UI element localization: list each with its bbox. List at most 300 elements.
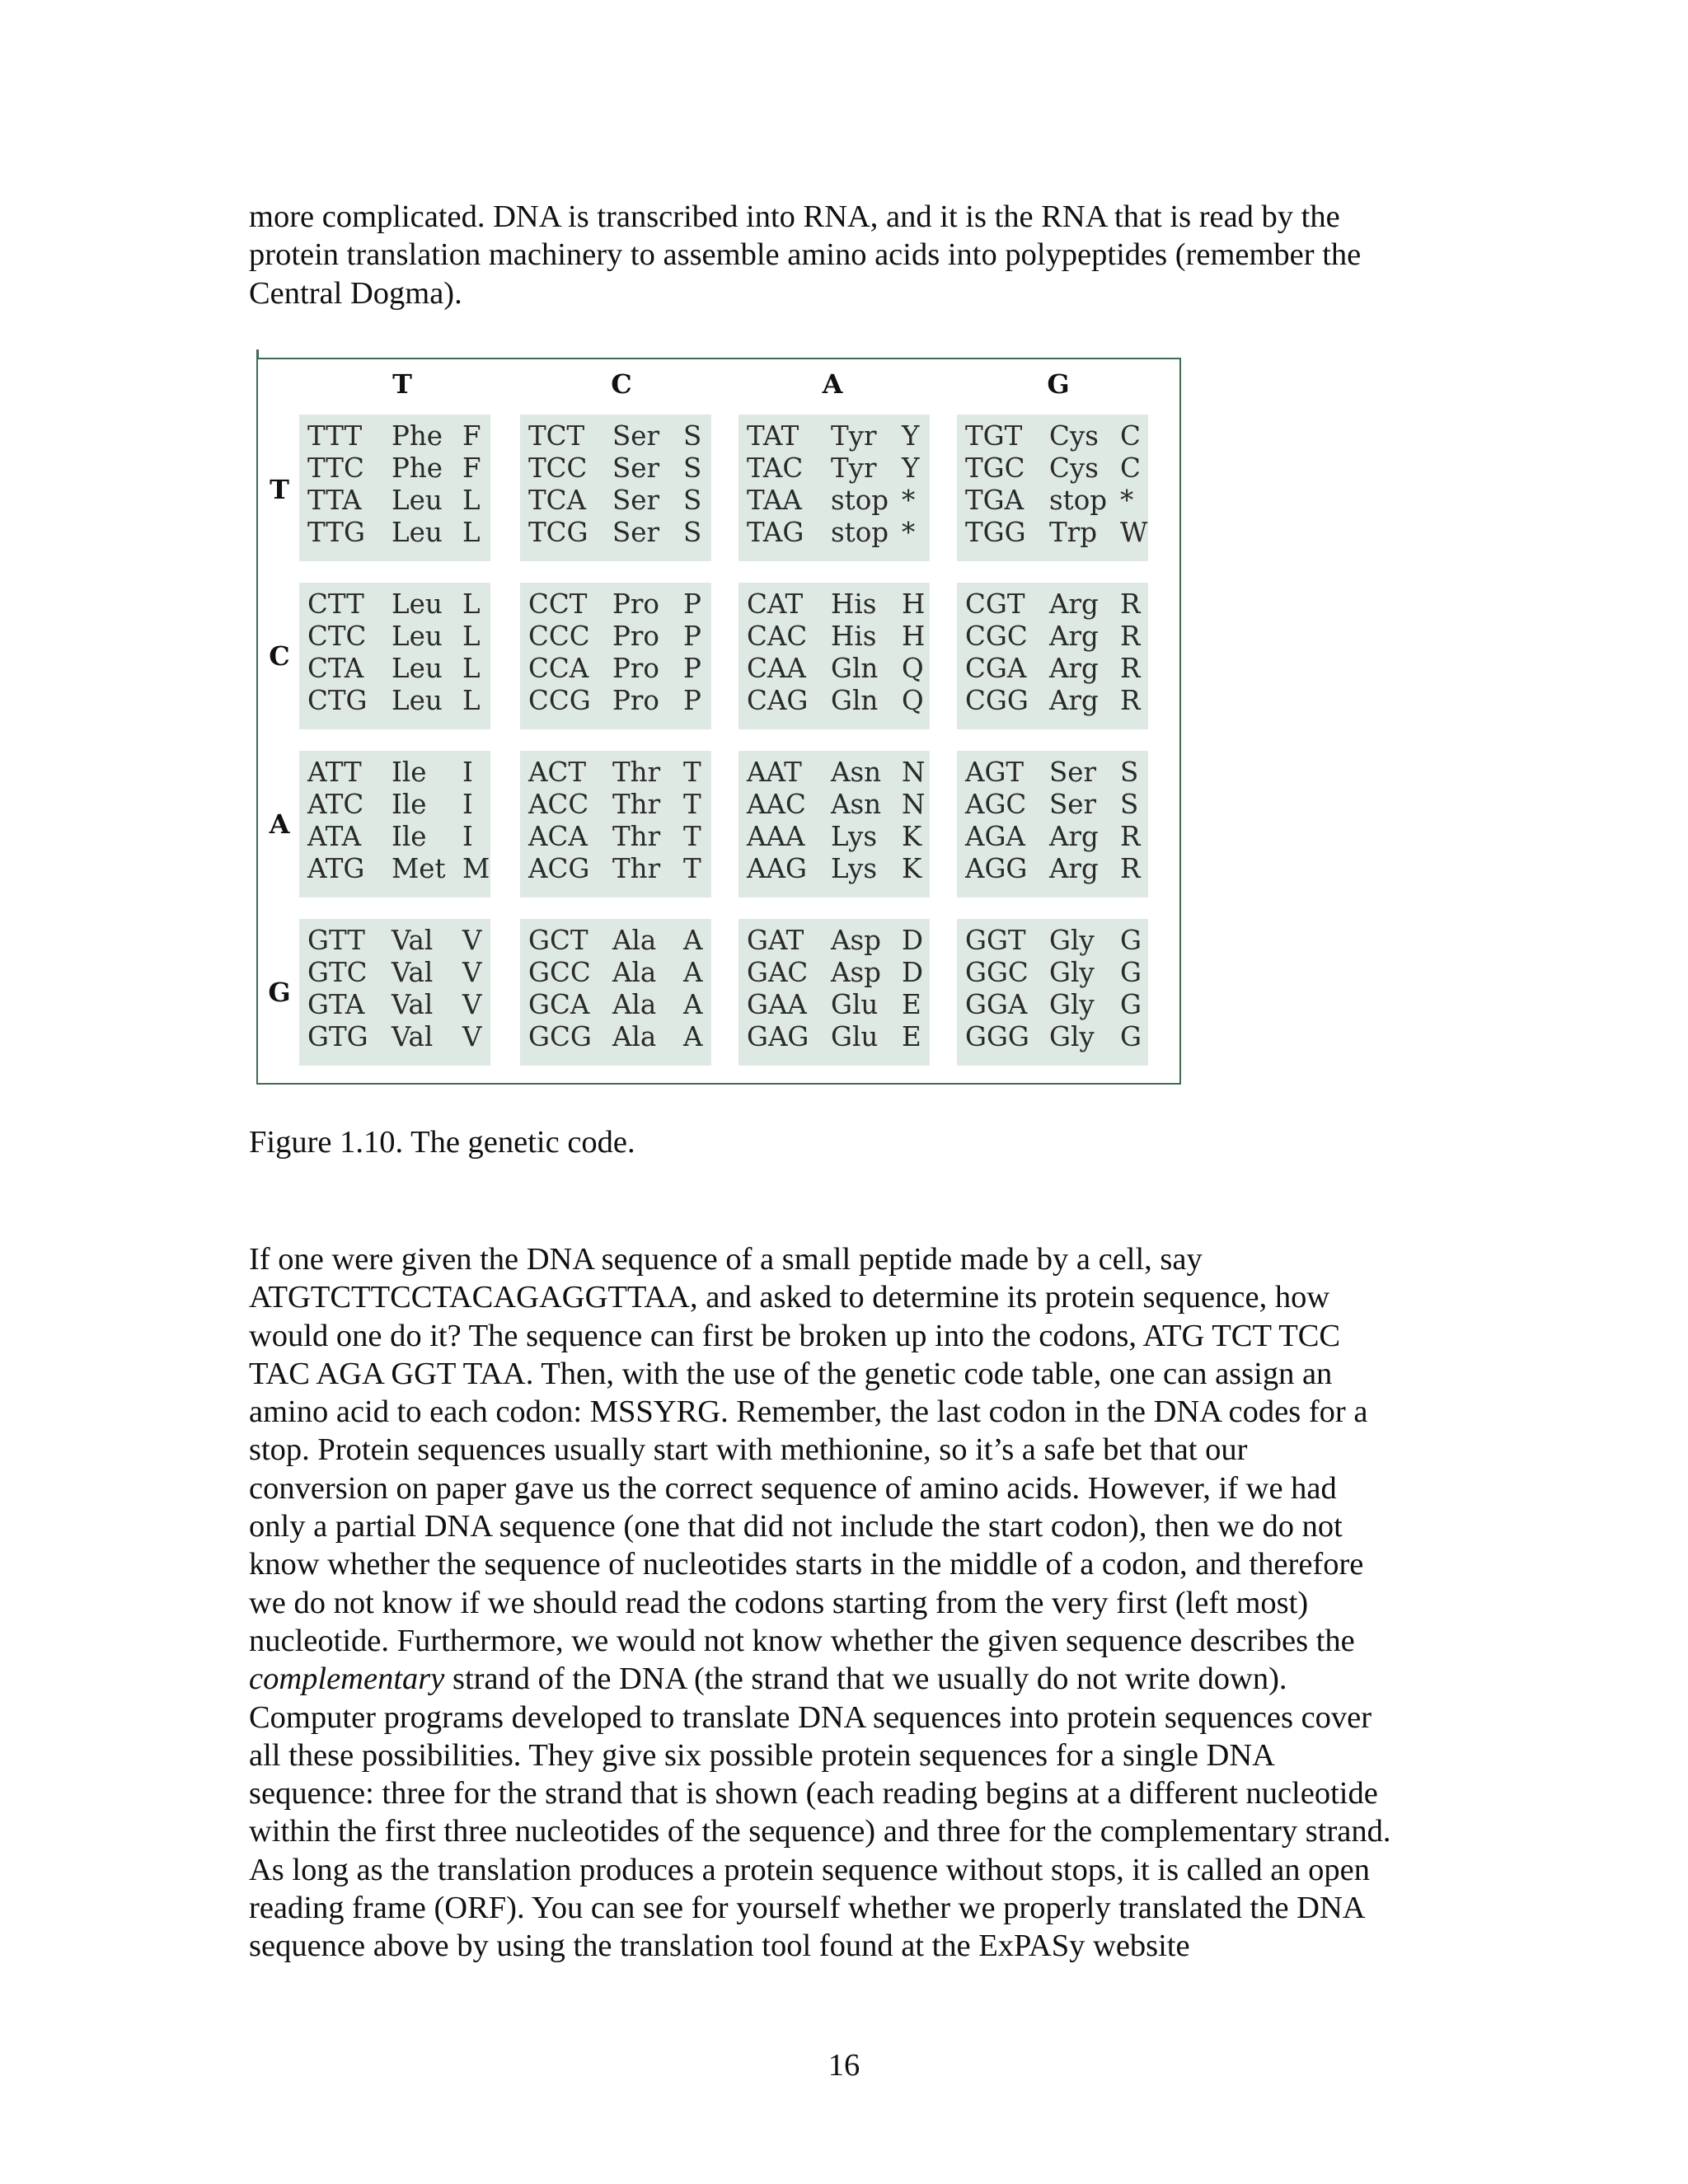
codon: CGC — [965, 621, 1028, 652]
codon: AAT — [747, 757, 802, 788]
amino-acid-three-letter: Leu — [392, 517, 443, 548]
amino-acid-three-letter: Gly — [1049, 989, 1095, 1020]
amino-acid-three-letter: Leu — [392, 685, 443, 716]
text-line: If one were given the DNA sequence of a small peptide made by a cell, say — [249, 1242, 1203, 1277]
codon-entry — [738, 420, 930, 452]
text-line: all these possibilities. They give six possible protein sequences for a single DNA — [249, 1737, 1275, 1773]
caption-text: Figure 1.10. The genetic code. — [249, 1125, 635, 1160]
codon-entry — [738, 588, 930, 621]
amino-acid-one-letter: P — [683, 653, 701, 684]
column-header-c: C — [611, 368, 632, 400]
amino-acid-three-letter: Ser — [612, 485, 660, 516]
codon: CTA — [307, 653, 364, 684]
codon: GCC — [528, 957, 591, 988]
codon: TTA — [307, 485, 362, 516]
codon: GAG — [747, 1021, 809, 1052]
text-line: within the first three nucleotides of the sequence) and three for the complementary strand. — [249, 1814, 1391, 1849]
codon-entry — [738, 685, 930, 717]
amino-acid-three-letter: Gly — [1049, 957, 1095, 988]
amino-acid-three-letter: Cys — [1049, 420, 1099, 452]
amino-acid-one-letter: E — [902, 1021, 921, 1052]
codon: TAT — [747, 420, 799, 452]
codon: TTT — [307, 420, 363, 452]
amino-acid-one-letter: N — [902, 789, 926, 820]
column-header-t: T — [392, 368, 412, 400]
codon-entry — [299, 621, 490, 653]
amino-acid-three-letter: Pro — [612, 685, 659, 716]
amino-acid-one-letter: K — [902, 853, 922, 884]
codon-cell-tt — [299, 415, 490, 561]
codon: AAA — [747, 821, 805, 852]
codon: CTC — [307, 621, 367, 652]
amino-acid-one-letter: T — [683, 821, 701, 852]
codon: ATA — [307, 821, 362, 852]
amino-acid-one-letter: R — [1120, 685, 1141, 716]
amino-acid-three-letter: Asn — [831, 789, 882, 820]
codon-cell-tg — [957, 415, 1148, 561]
codon-entry — [520, 821, 711, 853]
codon: GCG — [528, 1021, 592, 1052]
codon-entry — [738, 957, 930, 989]
amino-acid-three-letter: Ile — [392, 821, 427, 852]
amino-acid-three-letter: Thr — [612, 757, 661, 788]
text-line: As long as the translation produces a protein sequence without stops, it is called an open — [249, 1852, 1371, 1887]
amino-acid-three-letter: Gly — [1049, 1021, 1095, 1052]
codon-entry — [957, 1021, 1148, 1053]
amino-acid-three-letter: Leu — [392, 485, 443, 516]
codon: CAA — [747, 653, 806, 684]
amino-acid-one-letter: Y — [902, 452, 920, 484]
amino-acid-three-letter: Ala — [612, 957, 657, 988]
amino-acid-one-letter: S — [683, 517, 702, 548]
text-line: TAC AGA GGT TAA. Then, with the use of the genetic code table, one can assign an — [249, 1356, 1333, 1391]
page-number: 16 — [828, 2048, 860, 2083]
amino-acid-three-letter: Pro — [612, 653, 659, 684]
codon-cell-gg — [957, 919, 1148, 1066]
amino-acid-three-letter: Asp — [831, 925, 881, 956]
amino-acid-one-letter: C — [1120, 420, 1141, 452]
amino-acid-one-letter: T — [683, 757, 701, 788]
codon: AAC — [747, 789, 806, 820]
codon-entry — [957, 853, 1148, 885]
codon: GTA — [307, 989, 365, 1020]
amino-acid-one-letter: N — [902, 757, 926, 788]
codon-entry — [520, 485, 711, 517]
amino-acid-three-letter: Ile — [392, 789, 427, 820]
codon-entry — [299, 1021, 490, 1053]
amino-acid-three-letter: Thr — [612, 853, 661, 884]
codon: ACG — [528, 853, 590, 884]
amino-acid-one-letter: Q — [902, 685, 924, 716]
amino-acid-three-letter: Arg — [1049, 653, 1099, 684]
body-paragraph — [249, 1240, 1452, 1966]
amino-acid-three-letter: Ser — [612, 420, 660, 452]
amino-acid-three-letter: Ser — [612, 452, 660, 484]
codon-entry — [520, 757, 711, 789]
text-line: stop. Protein sequences usually start with methionine, so it’s a safe bet that our — [249, 1432, 1248, 1468]
codon-entry — [738, 1021, 930, 1053]
amino-acid-three-letter: Gly — [1049, 925, 1095, 956]
amino-acid-three-letter: Val — [392, 989, 434, 1020]
codon: AAG — [747, 853, 807, 884]
codon: TCC — [528, 452, 588, 484]
codon: CAG — [747, 685, 809, 716]
codon: CGA — [965, 653, 1027, 684]
codon: GAA — [747, 989, 807, 1020]
codon-entry — [299, 757, 490, 789]
amino-acid-one-letter: H — [902, 621, 926, 652]
codon-cell-gt — [299, 919, 490, 1066]
text-line: nucleotide. Furthermore, we would not know whether the given sequence describes the — [249, 1623, 1355, 1658]
amino-acid-one-letter: * — [902, 517, 916, 548]
codon: CTG — [307, 685, 368, 716]
codon-entry — [738, 925, 930, 957]
amino-acid-one-letter: R — [1120, 653, 1141, 684]
codon: ACC — [528, 789, 589, 820]
amino-acid-one-letter: I — [462, 757, 473, 788]
amino-acid-one-letter: G — [1120, 989, 1142, 1020]
amino-acid-three-letter: Leu — [392, 588, 443, 620]
amino-acid-three-letter: Phe — [392, 452, 443, 484]
codon-entry — [738, 485, 930, 517]
codon: CGG — [965, 685, 1029, 716]
codon: AGA — [965, 821, 1025, 852]
codon: CCG — [528, 685, 591, 716]
amino-acid-three-letter: Thr — [612, 821, 661, 852]
codon-cell-aa — [738, 751, 930, 898]
column-header-g: G — [1047, 368, 1070, 400]
amino-acid-one-letter: P — [683, 621, 701, 652]
codon: CAC — [747, 621, 808, 652]
amino-acid-one-letter: L — [462, 485, 481, 516]
amino-acid-three-letter: Thr — [612, 789, 661, 820]
amino-acid-one-letter: R — [1120, 821, 1141, 852]
codon-cell-cc — [520, 583, 711, 729]
text-line: know whether the sequence of nucleotides starts in the middle of a codon, and therefore — [249, 1547, 1364, 1582]
amino-acid-one-letter: P — [683, 588, 701, 620]
amino-acid-one-letter: I — [462, 789, 473, 820]
row-header-a: A — [269, 808, 290, 840]
amino-acid-three-letter: Lys — [831, 853, 878, 884]
codon: TGT — [965, 420, 1023, 452]
codon: CGT — [965, 588, 1025, 620]
amino-acid-three-letter: Glu — [831, 1021, 879, 1052]
amino-acid-one-letter: I — [462, 821, 473, 852]
codon-entry — [738, 653, 930, 685]
amino-acid-three-letter: Cys — [1049, 452, 1099, 484]
codon-entry — [299, 925, 490, 957]
amino-acid-three-letter: stop — [831, 517, 889, 548]
amino-acid-three-letter: Arg — [1049, 853, 1099, 884]
amino-acid-three-letter: Pro — [612, 588, 659, 620]
codon-entry — [299, 821, 490, 853]
codon: TTC — [307, 452, 364, 484]
codon: ACT — [528, 757, 587, 788]
codon: TCA — [528, 485, 587, 516]
row-header-t: T — [270, 474, 289, 505]
codon: TGC — [965, 452, 1025, 484]
amino-acid-one-letter: S — [683, 452, 702, 484]
amino-acid-one-letter: G — [1120, 1021, 1142, 1052]
amino-acid-three-letter: Trp — [1049, 517, 1098, 548]
amino-acid-one-letter: T — [683, 853, 701, 884]
codon-cell-tc — [520, 415, 711, 561]
codon-entry — [738, 853, 930, 885]
codon-entry — [957, 957, 1148, 989]
codon: CCT — [528, 588, 588, 620]
codon-entry — [957, 685, 1148, 717]
amino-acid-one-letter: L — [462, 621, 481, 652]
text-line: protein translation machinery to assemble amino acids into polypeptides (remember the — [249, 237, 1362, 273]
codon-entry — [520, 621, 711, 653]
codon-entry — [299, 588, 490, 621]
codon: GCT — [528, 925, 588, 956]
codon-entry — [299, 653, 490, 685]
codon-entry — [520, 989, 711, 1021]
codon-entry — [738, 789, 930, 821]
codon: CTT — [307, 588, 364, 620]
codon: ATC — [307, 789, 364, 820]
codon-entry — [520, 685, 711, 717]
codon-entry — [957, 821, 1148, 853]
amino-acid-one-letter: C — [1120, 452, 1141, 484]
intro-paragraph — [249, 198, 1452, 312]
amino-acid-one-letter: S — [683, 485, 702, 516]
amino-acid-one-letter: * — [902, 485, 916, 516]
amino-acid-three-letter: Val — [392, 925, 434, 956]
amino-acid-three-letter: Ala — [612, 1021, 657, 1052]
codon: GAT — [747, 925, 804, 956]
amino-acid-one-letter: M — [462, 853, 490, 884]
codon-cell-ct — [299, 583, 490, 729]
codon-entry — [957, 653, 1148, 685]
amino-acid-one-letter: R — [1120, 588, 1141, 620]
amino-acid-one-letter: S — [1120, 757, 1139, 788]
amino-acid-three-letter: Leu — [392, 653, 443, 684]
codon-entry — [957, 588, 1148, 621]
amino-acid-one-letter: W — [1120, 517, 1148, 548]
codon-entry — [299, 989, 490, 1021]
codon: GTT — [307, 925, 365, 956]
amino-acid-one-letter: E — [902, 989, 921, 1020]
amino-acid-three-letter: Arg — [1049, 588, 1099, 620]
amino-acid-three-letter: His — [831, 621, 877, 652]
text-line: conversion on paper gave us the correct sequence of amino acids. However, if we had — [249, 1470, 1337, 1506]
codon: GAC — [747, 957, 809, 988]
codon-cell-gc — [520, 919, 711, 1066]
text-line: sequence above by using the translation tool found at the ExPASy website — [249, 1929, 1190, 1964]
text-line: sequence: three for the strand that is shown (each reading begins at a different nucleotide — [249, 1776, 1378, 1811]
codon-cell-ag — [957, 751, 1148, 898]
amino-acid-one-letter: D — [902, 957, 924, 988]
codon: TAG — [747, 517, 804, 548]
amino-acid-three-letter: Gln — [831, 685, 879, 716]
amino-acid-one-letter: Y — [902, 420, 920, 452]
codon-entry — [738, 517, 930, 549]
amino-acid-one-letter: * — [1120, 485, 1134, 516]
codon-entry — [299, 853, 490, 885]
codon: GTG — [307, 1021, 368, 1052]
amino-acid-three-letter: Arg — [1049, 621, 1099, 652]
codon-entry — [520, 653, 711, 685]
amino-acid-three-letter: Asp — [831, 957, 881, 988]
amino-acid-one-letter: L — [462, 685, 481, 716]
codon: AGG — [965, 853, 1028, 884]
amino-acid-one-letter: V — [462, 957, 482, 988]
codon-entry — [520, 925, 711, 957]
codon: GGC — [965, 957, 1029, 988]
amino-acid-three-letter: Gln — [831, 653, 879, 684]
codon: GTC — [307, 957, 368, 988]
amino-acid-three-letter: Pro — [612, 621, 659, 652]
amino-acid-one-letter: H — [902, 588, 926, 620]
codon: TCG — [528, 517, 588, 548]
text-line: Central Dogma). — [249, 275, 462, 311]
codon-cell-ga — [738, 919, 930, 1066]
codon-entry — [520, 957, 711, 989]
codon-entry — [299, 420, 490, 452]
figure-caption — [249, 1123, 1452, 1161]
codon-cell-ca — [738, 583, 930, 729]
amino-acid-three-letter: Arg — [1049, 685, 1099, 716]
amino-acid-one-letter: A — [683, 957, 703, 988]
amino-acid-three-letter: Met — [392, 853, 446, 884]
amino-acid-one-letter: F — [462, 420, 481, 452]
amino-acid-three-letter: Tyr — [831, 452, 877, 484]
codon-entry — [738, 757, 930, 789]
codon-entry — [957, 757, 1148, 789]
codon: TAA — [747, 485, 802, 516]
genetic-code-table — [256, 358, 1181, 1085]
text-line: we do not know if we should read the codons starting from the very first (left most) — [249, 1585, 1309, 1620]
row-header-g: G — [268, 977, 291, 1008]
amino-acid-three-letter: stop — [1049, 485, 1108, 516]
amino-acid-three-letter: Ser — [1049, 757, 1097, 788]
amino-acid-one-letter: V — [462, 925, 482, 956]
amino-acid-one-letter: A — [683, 925, 703, 956]
amino-acid-three-letter: Ile — [392, 757, 427, 788]
codon-entry — [738, 621, 930, 653]
codon: GGT — [965, 925, 1026, 956]
text-line: would one do it? The sequence can first be broken up into the codons, ATG TCT TCC — [249, 1318, 1341, 1353]
codon: ATG — [307, 853, 365, 884]
codon-entry — [957, 925, 1148, 957]
codon: AGC — [965, 789, 1027, 820]
codon: CAT — [747, 588, 804, 620]
codon: TCT — [528, 420, 585, 452]
codon-cell-cg — [957, 583, 1148, 729]
amino-acid-three-letter: His — [831, 588, 877, 620]
codon-entry — [957, 517, 1148, 549]
codon-entry — [738, 452, 930, 485]
amino-acid-three-letter: Val — [392, 957, 434, 988]
codon-entry — [957, 789, 1148, 821]
codon-entry — [520, 1021, 711, 1053]
codon: TGG — [965, 517, 1026, 548]
codon-entry — [520, 588, 711, 621]
codon-entry — [520, 853, 711, 885]
codon: TAC — [747, 452, 804, 484]
amino-acid-one-letter: L — [462, 653, 481, 684]
codon: CCC — [528, 621, 590, 652]
codon-entry — [299, 957, 490, 989]
codon-entry — [299, 485, 490, 517]
codon-cell-at — [299, 751, 490, 898]
codon: ATT — [307, 757, 362, 788]
codon-entry — [957, 452, 1148, 485]
codon: TGA — [965, 485, 1025, 516]
amino-acid-one-letter: S — [683, 420, 702, 452]
text-line: amino acid to each codon: MSSYRG. Remember, the last codon in the DNA codes for a — [249, 1394, 1368, 1430]
codon-entry — [738, 989, 930, 1021]
amino-acid-three-letter: Ala — [612, 925, 657, 956]
codon: AGT — [965, 757, 1025, 788]
amino-acid-three-letter: Lys — [831, 821, 878, 852]
amino-acid-one-letter: L — [462, 517, 481, 548]
amino-acid-three-letter: Val — [392, 1021, 434, 1052]
amino-acid-three-letter: Phe — [392, 420, 443, 452]
codon-cell-ta — [738, 415, 930, 561]
amino-acid-three-letter: Asn — [831, 757, 882, 788]
amino-acid-three-letter: stop — [831, 485, 889, 516]
codon-entry — [957, 989, 1148, 1021]
amino-acid-one-letter: K — [902, 821, 922, 852]
codon-entry — [520, 420, 711, 452]
amino-acid-one-letter: G — [1120, 957, 1142, 988]
amino-acid-one-letter: A — [683, 1021, 703, 1052]
amino-acid-one-letter: T — [683, 789, 701, 820]
codon-entry — [520, 517, 711, 549]
amino-acid-one-letter: V — [462, 989, 482, 1020]
amino-acid-one-letter: P — [683, 685, 701, 716]
row-header-c: C — [269, 640, 290, 672]
amino-acid-one-letter: S — [1120, 789, 1139, 820]
codon-entry — [957, 420, 1148, 452]
amino-acid-three-letter: Ser — [1049, 789, 1097, 820]
text-line: more complicated. DNA is transcribed into RNA, and it is the RNA that is read by the — [249, 199, 1340, 234]
amino-acid-three-letter: Tyr — [831, 420, 877, 452]
codon-entry — [957, 485, 1148, 517]
text-line: Computer programs developed to translate DNA sequences into protein sequences cover — [249, 1699, 1372, 1735]
amino-acid-three-letter: Ala — [612, 989, 657, 1020]
codon-entry — [299, 789, 490, 821]
amino-acid-one-letter: L — [462, 588, 481, 620]
text-line: ATGTCTTCCTACAGAGGTTAA, and asked to determine its protein sequence, how — [249, 1280, 1330, 1315]
amino-acid-three-letter: Glu — [831, 989, 879, 1020]
amino-acid-one-letter: G — [1120, 925, 1142, 956]
codon: ACA — [528, 821, 588, 852]
codon: GGA — [965, 989, 1028, 1020]
complementary-line-rest: strand of the DNA (the strand that we usually do not write down). — [444, 1661, 1287, 1697]
text-line: reading frame (ORF). You can see for yourself whether we properly translated the DNA — [249, 1891, 1366, 1926]
amino-acid-one-letter: V — [462, 1021, 482, 1052]
codon-cell-ac — [520, 751, 711, 898]
text-line-complementary — [249, 1660, 1452, 1698]
codon-entry — [738, 821, 930, 853]
codon: GGG — [965, 1021, 1029, 1052]
amino-acid-one-letter: R — [1120, 621, 1141, 652]
amino-acid-one-letter: R — [1120, 853, 1141, 884]
codon-entry — [299, 685, 490, 717]
codon-entry — [299, 452, 490, 485]
amino-acid-one-letter: Q — [902, 653, 924, 684]
emphasis-complementary: complementary — [249, 1661, 445, 1697]
amino-acid-three-letter: Ser — [612, 517, 660, 548]
amino-acid-one-letter: F — [462, 452, 481, 484]
codon: TTG — [307, 517, 365, 548]
codon-entry — [520, 452, 711, 485]
amino-acid-three-letter: Arg — [1049, 821, 1099, 852]
